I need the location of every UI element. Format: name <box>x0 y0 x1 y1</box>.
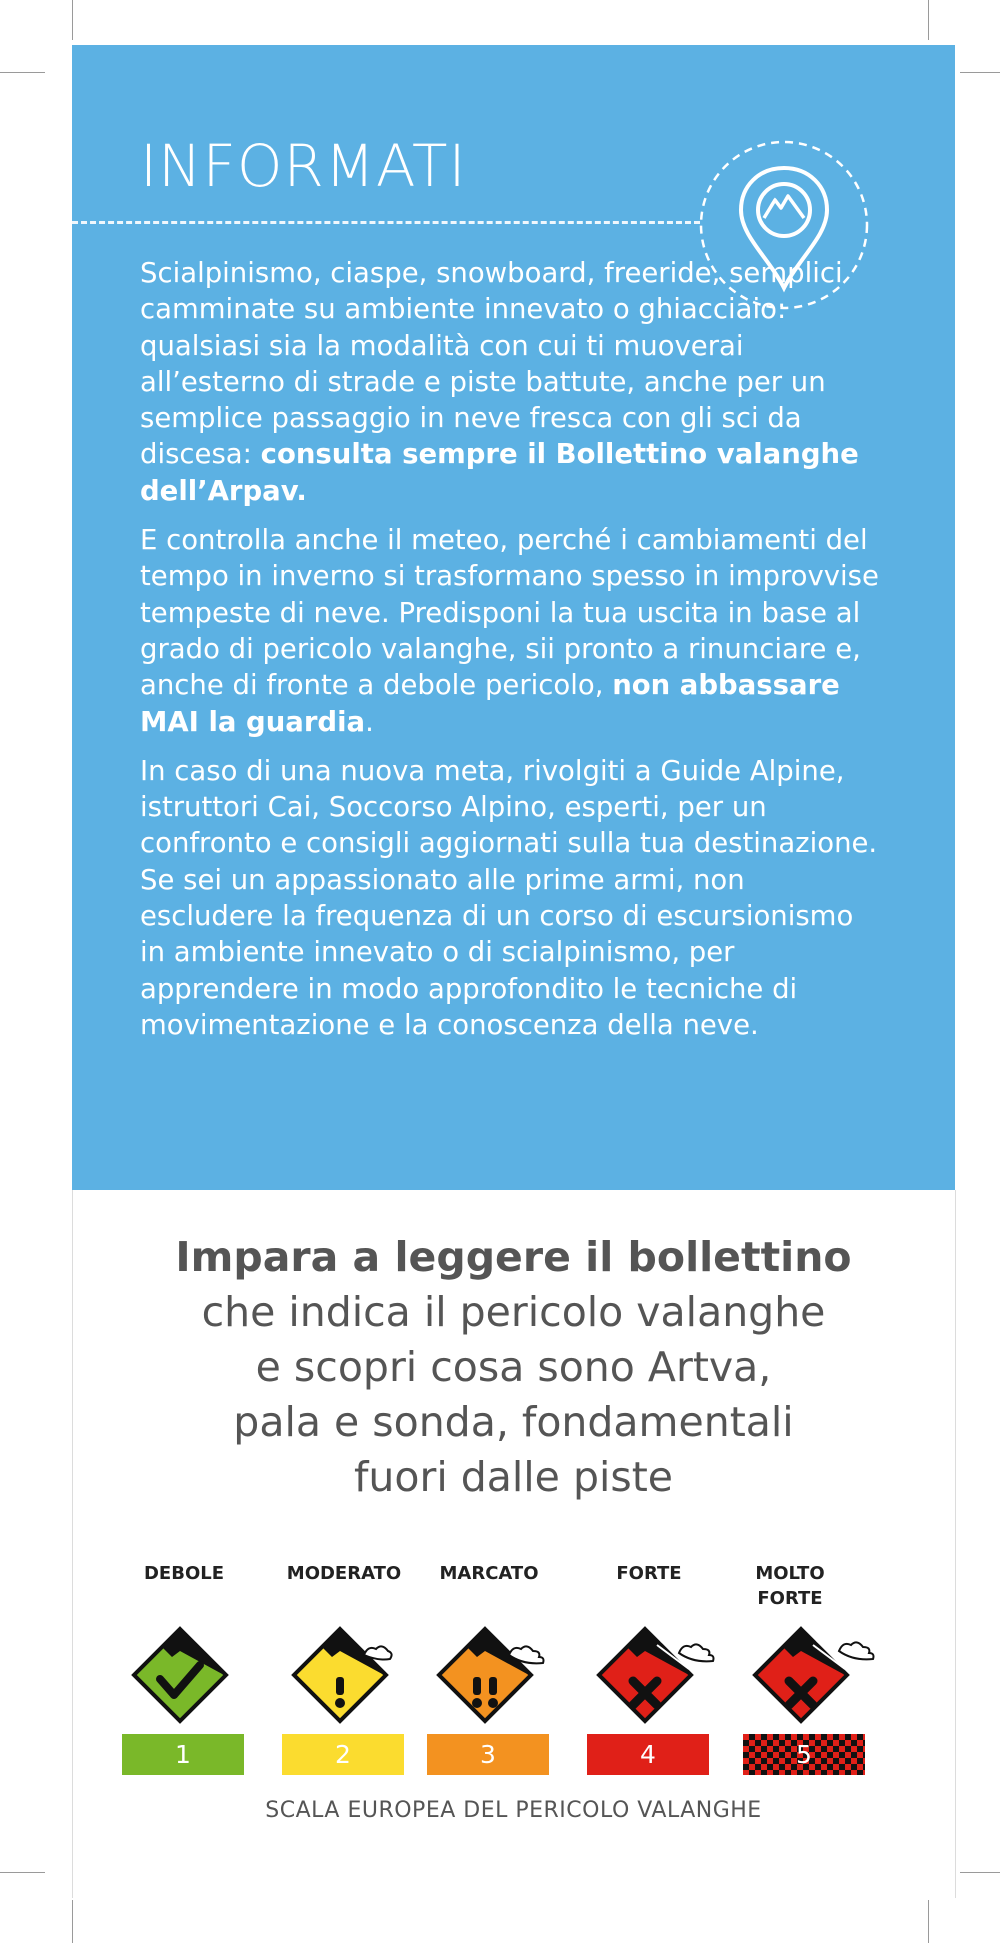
page-edge <box>955 1190 956 1898</box>
paragraph-2-text: E controlla anche il meteo, perché i cambiamenti del tempo in inverno si trasformano spesso in improvvise tempeste di neve. Predisponi la tua uscita in base al grado di pericolo valanghe, sii pronto a rinunciare e, anche di fronte a debole pericolo, <box>140 524 879 702</box>
paragraph-3 <box>140 753 880 1043</box>
heading-line-5: fuori dalle piste <box>353 1453 674 1501</box>
paragraph-3-text: In caso di una nuova meta, rivolgiti a Guide Alpine, istruttori Cai, Soccorso Alpino, esperti, per un confronto e consigli aggiornati sulla tua destinazione. Se sei un appassionato alle prime armi, non escludere la frequenza di un corso di escursionismo in ambiente innevato o di scialpinismo, per apprendere in modo approfondito le tecniche di movimentazione e la conoscenza della neve. <box>140 754 878 1041</box>
level-number: 1 <box>175 1740 191 1769</box>
heading-line-2: che indica il pericolo valanghe <box>201 1288 826 1336</box>
danger-level-2 <box>282 1555 432 1785</box>
danger-level-5-icon <box>751 1625 901 1737</box>
crop-mark <box>928 1900 929 1943</box>
danger-level-3 <box>427 1555 577 1785</box>
level-bar <box>743 1734 865 1775</box>
bulletin-heading <box>72 1230 955 1505</box>
level-name: MOLTO FORTE <box>755 1563 825 1609</box>
danger-scale <box>100 1555 920 1785</box>
info-panel <box>72 45 955 1190</box>
paragraph-2-end: . <box>365 705 374 738</box>
crop-mark <box>0 1872 45 1873</box>
danger-level-5 <box>743 1555 893 1785</box>
danger-level-4 <box>587 1555 737 1785</box>
heading-line-3: e scopri cosa sono Artva, <box>255 1343 772 1391</box>
level-name: MODERATO <box>286 1563 402 1584</box>
level-bar <box>427 1734 549 1775</box>
scale-caption: SCALA EUROPEA DEL PERICOLO VALANGHE <box>265 1798 762 1823</box>
crop-mark <box>72 1900 73 1943</box>
crop-mark <box>928 0 929 40</box>
danger-level-3-icon <box>435 1625 585 1737</box>
paragraph-1-bold: consulta sempre il Bollettino valanghe dell’Arpav. <box>140 438 859 507</box>
danger-level-1 <box>122 1555 272 1785</box>
danger-level-1-icon <box>130 1625 280 1737</box>
level-number: 5 <box>796 1740 812 1769</box>
level-bar <box>122 1734 244 1775</box>
dashed-divider <box>72 221 700 224</box>
level-name: MARCATO <box>439 1563 539 1584</box>
panel-body <box>140 255 880 1056</box>
level-bar <box>282 1734 404 1775</box>
level-number: 4 <box>640 1740 656 1769</box>
crop-mark <box>72 0 73 40</box>
crop-mark <box>960 72 1000 73</box>
level-number: 3 <box>480 1740 496 1769</box>
paragraph-2 <box>140 522 880 740</box>
level-name: DEBOLE <box>143 1563 225 1584</box>
crop-mark <box>960 1872 1000 1873</box>
heading-line-4: pala e sonda, fondamentali <box>233 1398 794 1446</box>
paragraph-2-bold: non abbassare MAI la guardia <box>140 669 840 738</box>
danger-level-4-icon <box>595 1625 745 1737</box>
danger-level-2-icon <box>290 1625 440 1737</box>
panel-title: INFORMATI <box>140 132 467 200</box>
level-name: FORTE <box>616 1563 682 1584</box>
level-number: 2 <box>335 1740 351 1769</box>
level-bar <box>587 1734 709 1775</box>
paragraph-1 <box>140 255 880 509</box>
paragraph-1-text: Scialpinismo, ciaspe, snowboard, freeride, semplici camminate su ambiente innevato o ghiacciaio: qualsiasi sia la modalità con cui ti muoverai all’esterno di strade e piste battute, anche per un semplice passaggio in neve fresca con gli sci da discesa: <box>140 257 843 471</box>
crop-mark <box>0 72 45 73</box>
heading-line-1: Impara a leggere il bollettino <box>175 1233 852 1281</box>
